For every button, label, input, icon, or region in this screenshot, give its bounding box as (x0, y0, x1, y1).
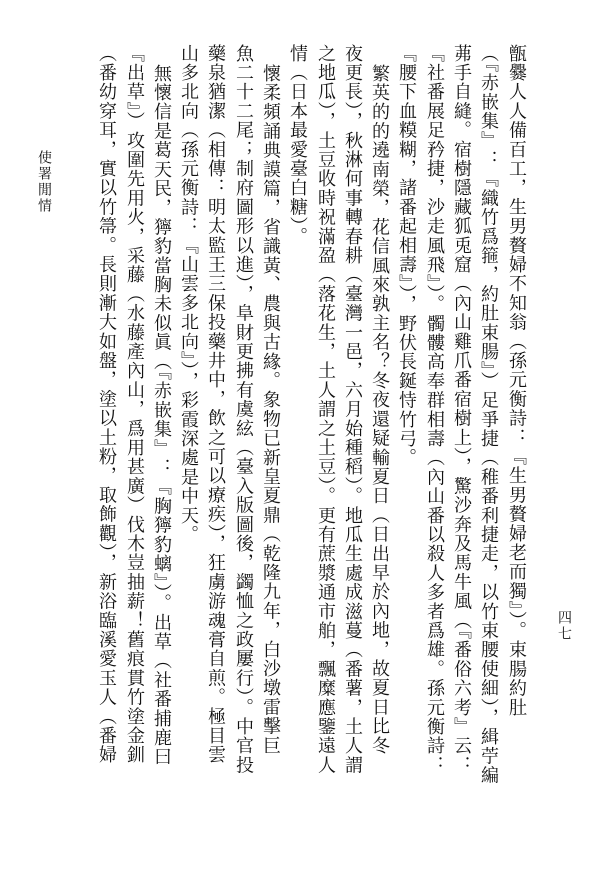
text-column-13: 山多北向（孫元衡詩：『山雲多北向』），彩霞深處是中天。 (178, 44, 199, 545)
text-column-7: 夜更長），秋淋何事轉春耕（臺灣一邑，六月始種稻）。地瓜生處成滋蔓（番薯，土人謂 (342, 44, 363, 775)
text-column-2: （『赤嵌集』：『織竹爲箍，約肚束腸』）足爭捷（稚番利捷走，以竹束腰使細），緝苧編 (478, 44, 499, 785)
text-column-11: 魚二十二尾；制府圖形以進），阜財更拂有虞絃（臺入版圖後，蠲恤之政屢行）。中官投 (233, 44, 254, 775)
text-column-14: 無懷信是葛天民，獰豹當胸未似眞（『赤嵌集』：『胸獰豹螭』）。出草（社番捕鹿曰 (151, 64, 172, 767)
text-column-12: 藥泉猶潔（相傳：明太監王三保投藥井中，飲之可以療疾），狂虜游魂膏自煎。極目雲 (205, 44, 226, 765)
text-column-9: 情（日本最愛臺白糖）。 (287, 44, 308, 247)
text-column-6: 繁英的的遶南榮，花信風來孰主名？冬夜還疑輸夏日（日出早於內地，故夏日比冬 (369, 64, 390, 756)
text-column-1: 甑爨人人備百工，生男贅婦不知翁（孫元衡詩：『生男贅婦老而獨』）。束腸約肚 (506, 44, 527, 718)
text-column-8: 之地瓜），土豆收時祝滿盈（落花生，土人謂之土豆）。更有蔗漿通市舶，飄糜應鑒遠人 (315, 44, 336, 775)
page-number: 四七 (556, 610, 572, 642)
text-column-3: 茀手自縫。宿樹隱藏狐兎窟（內山雞爪番宿樹上），驚沙奔及馬牛風（『番俗六考』云： (451, 44, 472, 775)
text-column-15: 『出草』）攻圍先用火，采藤（水藤產內山，爲用甚廣）伐木豈抽薪！舊痕貫竹塗金釧 (124, 44, 145, 765)
text-column-16: （番幼穿耳，實以竹箒。長則漸大如盤，塗以土粉，取飾觀），新浴臨溪愛玉人（番婦 (96, 44, 117, 765)
text-column-4: 『社番展足矜捷，沙走風飛』）。髑髏高奉群相壽（內山番以殺人多者爲雄。孫元衡詩： (424, 44, 445, 775)
running-header: 使署閒情 (36, 150, 52, 214)
text-column-5: 『腰下血糢糊，諸番起相壽』），野伏長鋋恃竹弓。 (396, 44, 417, 468)
text-column-10: 懷柔頻誦典謨篇，省識黃、農與古緣。象物已新皇夏鼎（乾隆九年，白沙墩雷擊巨 (260, 64, 281, 756)
